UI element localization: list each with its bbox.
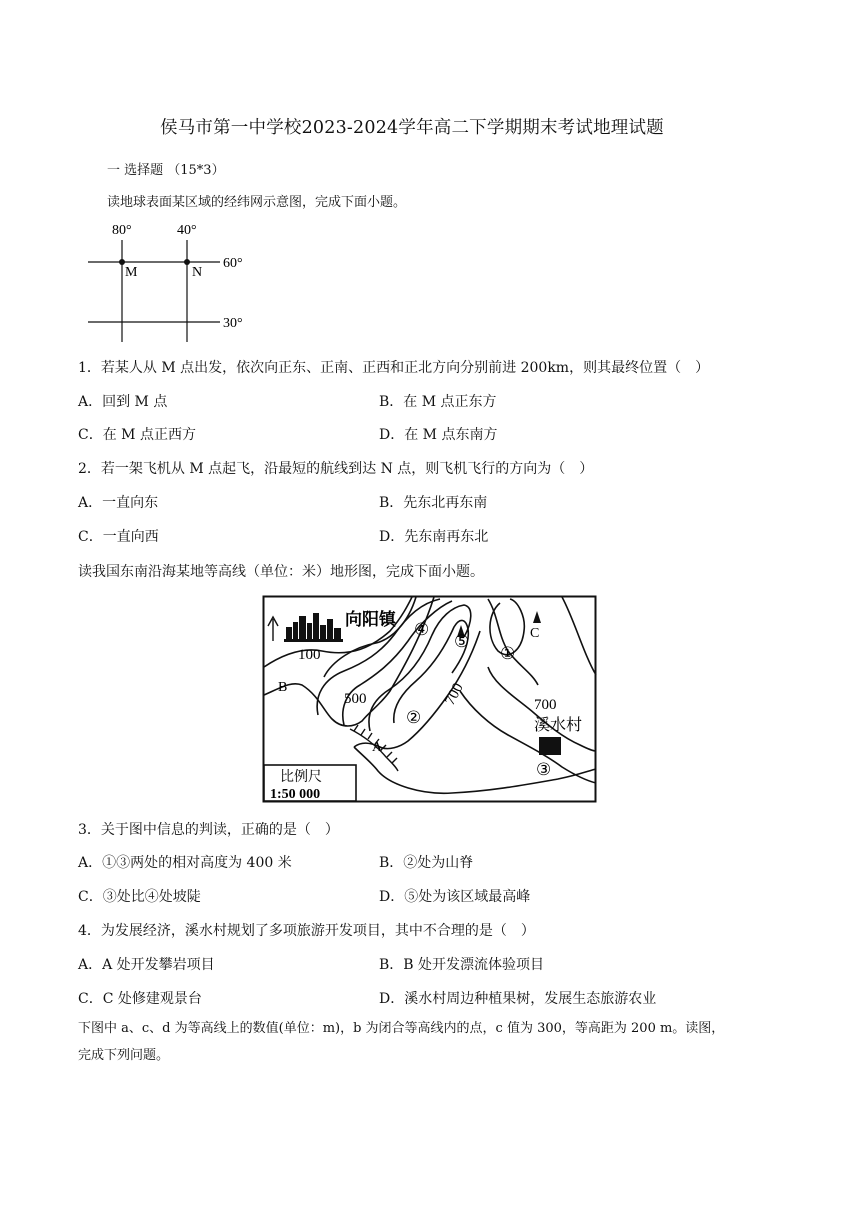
q1-option-c: C．在 M 点正西方 [78, 427, 196, 443]
question-2-stem: 2．若一架飞机从 M 点起飞，沿最短的航线到达 N 点，则飞机飞行的方向为（ ） [78, 461, 594, 477]
question-1-stem: 1．若某人从 M 点出发，依次向正东、正南、正西和正北方向分别前进 200km，则其最终位置（ ） [78, 360, 710, 376]
q4-option-d: D．溪水村周边种植果树，发展生态旅游农业 [379, 991, 657, 1007]
lon-label-80: 80° [112, 223, 132, 238]
intro-text-1: 读地球表面某区域的经纬网示意图，完成下面小题。 [107, 195, 407, 210]
q2-option-c: C．一直向西 [78, 529, 159, 545]
marker-5: ⑤ [454, 632, 470, 651]
label-m: M [125, 265, 138, 280]
lon-label-40: 40° [177, 223, 197, 238]
question-4-stem: 4．为发展经济，溪水村规划了多项旅游开发项目，其中不合理的是（ ） [78, 923, 535, 939]
q1-option-a: A．回到 M 点 [78, 394, 168, 410]
intro-text-3-line-2: 完成下列问题。 [78, 1048, 170, 1063]
page-title: 侯马市第一中学校2023-2024学年高二下学期期末考试地理试题 [160, 118, 664, 138]
q2-option-a: A．一直向东 [78, 495, 159, 511]
graticule-figure [80, 218, 260, 346]
q1-option-d: D．在 M 点东南方 [379, 427, 498, 443]
contour-label-100: 100 [298, 647, 321, 663]
scale-title: 比例尺 [280, 770, 322, 785]
letter-c: C [530, 626, 540, 641]
q2-option-d: D．先东南再东北 [379, 529, 489, 545]
village-icon [539, 737, 561, 755]
q4-option-c: C．C 处修建观景台 [78, 991, 202, 1007]
marker-3: ③ [536, 760, 552, 779]
letter-b: B [278, 680, 288, 695]
letter-a: A [372, 740, 383, 755]
q3-option-a: A．①③两处的相对高度为 400 米 [78, 855, 292, 871]
q1-option-b: B．在 M 点正东方 [379, 394, 497, 410]
intro-text-3-line-1: 下图中 a、c、d 为等高线上的数值(单位：m)，b 为闭合等高线内的点，c 值为 300，等高距为 200 m。读图， [78, 1021, 725, 1036]
contour-map-figure [262, 595, 598, 805]
q3-option-c: C．③处比④处坡陡 [78, 889, 201, 905]
q4-option-a: A．A 处开发攀岩项目 [78, 957, 215, 973]
lat-label-60: 60° [223, 256, 243, 271]
q3-option-b: B．②处为山脊 [379, 855, 474, 871]
marker-2: ② [406, 708, 422, 727]
question-3-stem: 3．关于图中信息的判读，正确的是（ ） [78, 822, 339, 838]
contour-label-700-b: 700 [534, 697, 557, 713]
q3-option-d: D．⑤处为该区域最高峰 [379, 889, 531, 905]
marker-4: ④ [414, 620, 430, 639]
point-n [184, 259, 190, 265]
village-label: 溪水村 [534, 717, 583, 734]
contour-label-700-a: 700 [442, 680, 467, 709]
marker-1: ① [500, 644, 516, 663]
q4-option-b: B．B 处开发漂流体验项目 [379, 957, 545, 973]
label-n: N [192, 265, 203, 280]
lat-label-30: 30° [223, 316, 243, 331]
intro-text-2: 读我国东南沿海某地等高线（单位：米）地形图，完成下面小题。 [78, 564, 484, 580]
town-label: 向阳镇 [345, 610, 396, 629]
scale-value: 1:50 000 [270, 787, 321, 802]
q2-option-b: B．先东北再东南 [379, 495, 488, 511]
section-header: 一 选择题 （15*3） [107, 163, 225, 178]
contour-label-500: 500 [344, 691, 367, 707]
